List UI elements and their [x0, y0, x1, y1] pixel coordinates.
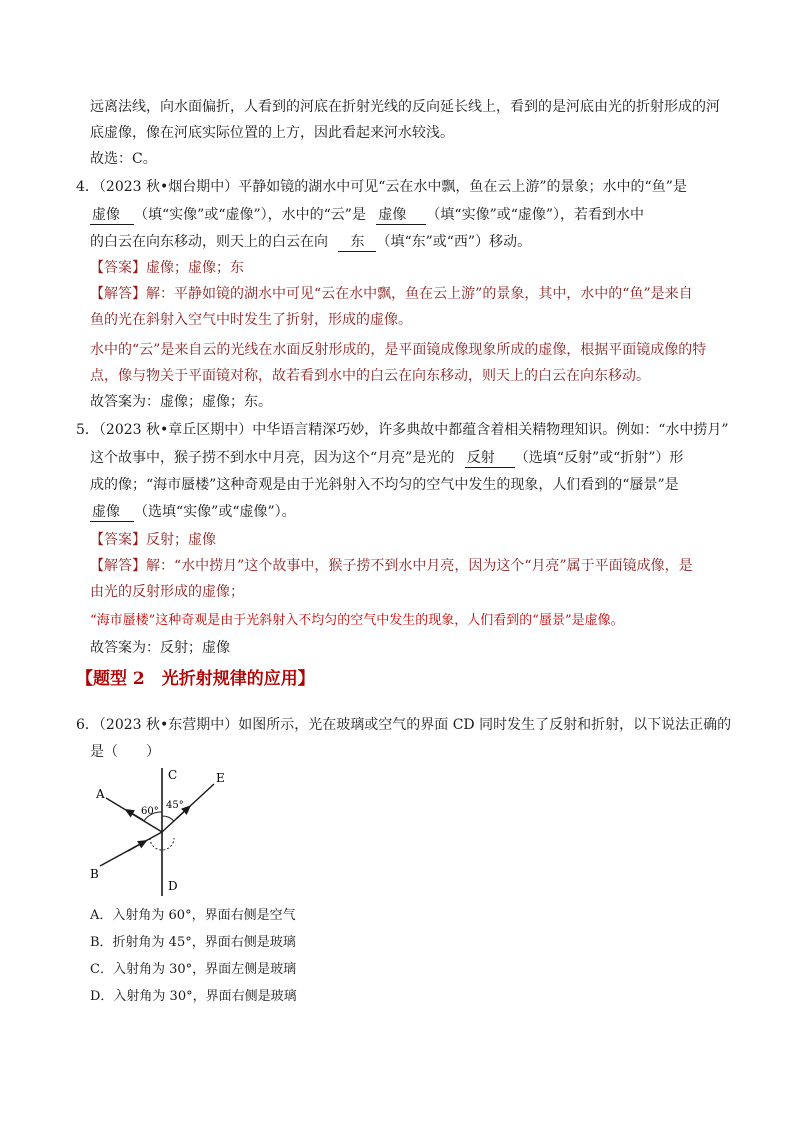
label-e: E [216, 771, 225, 785]
q5-stem-text: （选填“实像”或“虚像”）。 [134, 504, 296, 520]
q4-stem-line-3 [90, 232, 531, 252]
angle-label-45: 45° [166, 800, 184, 811]
q4-solution-line-1: 【解答】解：平静如镜的湖水中可见“云在水中飘，鱼在云上游”的景象，其中，水中的“鱼”是来自 [90, 286, 693, 302]
q4-stem-line-2 [90, 205, 644, 225]
label-c: C [168, 768, 178, 782]
label-d: D [168, 879, 178, 893]
q4-stem-text: （填“东”或“西”）移动。 [376, 234, 532, 250]
refraction-diagram [84, 762, 244, 902]
q5-answer: 【答案】反射；虚像 [90, 532, 216, 548]
q6-option-b[interactable]: B．折射角为 45°，界面右侧是玻璃 [90, 935, 296, 950]
q5-final-answer: 故答案为：反射；虚像 [90, 640, 230, 656]
q6-option-d[interactable]: D．入射角为 30°，界面右侧是玻璃 [90, 989, 297, 1004]
q5-stem-line-3: 成的像；“海市蜃楼”这种奇观是由于光斜射入不均匀的空气中发生的现象，人们看到的“蜃景”是 [90, 477, 679, 493]
q4-stem-text: 的白云在向东移动，则天上的白云在向 [90, 234, 328, 250]
q4-stem-text: （填“实像”或“虚像”），水中的“云”是 [134, 207, 366, 223]
angle-label-60: 60° [141, 806, 159, 817]
q5-blank-1: 反射 [465, 450, 515, 468]
q6-stem-line-2: 是（ ） [90, 744, 160, 760]
q4-stem-line-1: 4．（2023 秋•烟台期中）平静如镜的湖水中可见“云在水中飘，鱼在云上游”的景象；水中的“鱼”是 [76, 179, 687, 195]
q5-stem-text: （选填“反射”或“折射”）形 [514, 450, 684, 466]
q5-stem-line-2 [90, 448, 683, 468]
prev-solution-line-1: 远离法线，向水面偏折，人看到的河底在折射光线的反向延长线上，看到的是河底由光的折射形成的河 [90, 99, 720, 115]
q6-option-a[interactable]: A．入射角为 60°，界面右侧是空气 [90, 908, 296, 923]
q4-blank-2: 虚像 [376, 207, 426, 225]
q4-solution-line-2: 鱼的光在斜射入空气中时发生了折射，形成的虚像。 [90, 312, 412, 328]
q4-blank-3: 东 [338, 234, 376, 252]
q5-stem-line-1: 5．（2023 秋•章丘区期中）中华语言精深巧妙，许多典故中都蕴含着相关精物理知识。例如：“水中捞月” [76, 422, 729, 438]
q5-stem-line-4 [90, 502, 296, 522]
q6-stem-line-1: 6．（2023 秋•东营期中）如图所示，光在玻璃或空气的界面 CD 同时发生了反射和折射，以下说法正确的 [76, 717, 732, 733]
q4-solution-line-3: 水中的“云”是来自云的光线在水面反射形成的，是平面镜成像现象所成的虚像，根据平面镜成像的特 [90, 342, 707, 358]
ray-b-arrow [128, 842, 144, 851]
q4-solution-line-4: 点，像与物关于平面镜对称，故若看到水中的白云在向东移动，则天上的白云在向东移动。 [90, 368, 650, 384]
q6-option-c[interactable]: C．入射角为 30°，界面左侧是玻璃 [90, 962, 297, 977]
q5-blank-2: 虚像 [90, 504, 134, 522]
q5-solution-line-2: 由光的反射形成的虚像； [90, 584, 244, 600]
q5-stem-text: 这个故事中，猴子捞不到水中月亮，因为这个“月亮”是光的 [90, 450, 455, 466]
angle-arc-right [162, 816, 174, 821]
prev-choice: 故选：C。 [90, 151, 157, 167]
q4-stem-text: （填“实像”或“虚像”），若看到水中 [426, 207, 645, 223]
section-heading: 【题型 2 光折射规律的应用】 [76, 669, 315, 689]
q5-solution-line-3: “海市蜃楼”这种奇观是由于光斜射入不均匀的空气中发生的现象，人们看到的“蜃景”是虚像。 [90, 613, 624, 628]
q4-final-answer: 故答案为：虚像；虚像；东。 [90, 394, 272, 410]
q4-blank-1: 虚像 [90, 207, 134, 225]
label-b: B [90, 867, 99, 881]
q5-solution-line-1: 【解答】解：“水中捞月”这个故事中，猴子捞不到水中月亮，因为这个“月亮”属于平面镜成像，是 [90, 558, 693, 574]
label-a: A [96, 787, 105, 801]
prev-solution-line-2: 底虚像，像在河底实际位置的上方，因此看起来河水较浅。 [90, 125, 454, 141]
q4-answer: 【答案】虚像；虚像；东 [90, 260, 244, 276]
